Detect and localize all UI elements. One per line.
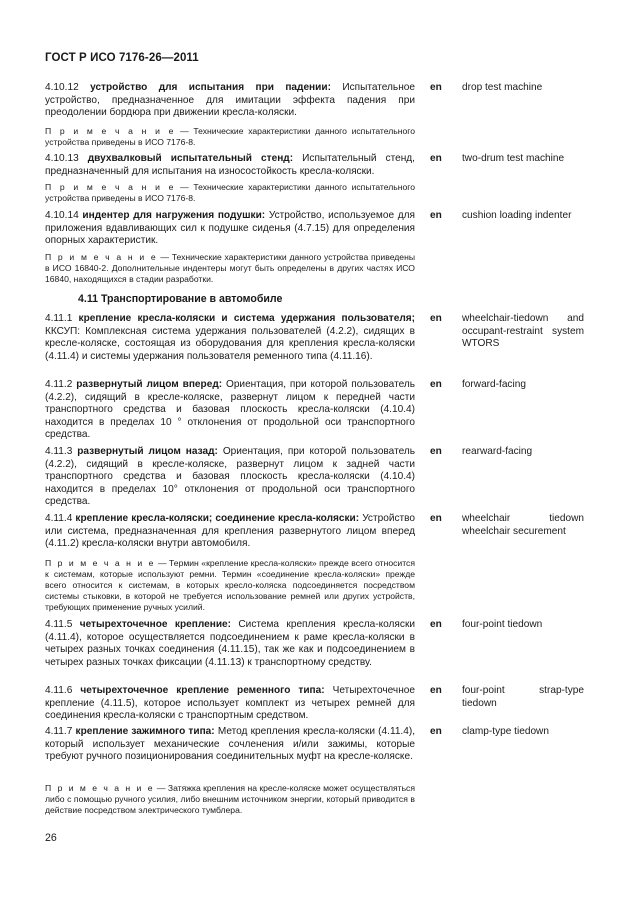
term-number: 4.10.12 xyxy=(45,82,79,93)
english-equivalent: wheelchair-tiedown and occupant-restraint system WTORS xyxy=(462,313,584,350)
definition-text: ККСУП: Комплексная система удержания пользователей (4.2.2), сидящих в кресле-коляске, состоящая из оборудования для крепления кресла-коляски (4.11.4) и системы удержания пользователя ременного типа (4.11.16). xyxy=(45,325,415,362)
term-definition xyxy=(45,313,415,363)
note xyxy=(45,558,415,613)
term-definition xyxy=(45,379,415,442)
term-name: двухвалковый испытательный стенд: xyxy=(87,153,294,164)
term-number: 4.11.7 xyxy=(45,726,73,737)
language-code: en xyxy=(430,210,442,221)
note-text: — Технические характеристики данного испытательного устройства приведены в ИСО 7176-8. xyxy=(45,126,416,147)
english-equivalent: wheelchair tiedown wheelchair securement xyxy=(462,513,584,537)
english-equivalent: forward-facing xyxy=(462,379,526,390)
definition-text: Ориентация, при которой пользователь (4.2.2), сидящий в кресле-коляске, развернут лицом к задней части транспортного средства и базовая плоскость кресла-коляски (4.10.4) находится в пределах 10° отклонения от продольной оси транспортного средства. xyxy=(45,446,416,508)
term-name: крепление кресла-коляски; соединение кресла-коляски: xyxy=(75,513,360,524)
term-number: 4.10.13 xyxy=(45,153,79,164)
term-definition xyxy=(45,446,415,509)
note xyxy=(45,252,415,285)
language-code: en xyxy=(430,685,442,696)
definition-text: Метод крепления кресла-коляски (4.11.4), который использует механические сочленения и/или зажимы, которые требуют ручного позиционирования соединительных муфт на кресле-коляске. xyxy=(45,726,416,763)
term-number: 4.11.1 xyxy=(45,313,73,324)
term-name: четырехточечное крепление: xyxy=(79,619,232,630)
language-code: en xyxy=(430,726,442,737)
term-name: развернутый лицом вперед: xyxy=(76,379,223,390)
document-header: ГОСТ Р ИСО 7176-26—2011 xyxy=(45,52,199,64)
term-definition xyxy=(45,513,415,551)
language-code: en xyxy=(430,513,442,524)
language-code: en xyxy=(430,313,442,324)
term-number: 4.11.6 xyxy=(45,685,73,696)
definition-text: Устройство или система, предназначенная для крепления развернутого лицом вперед (4.11.2) кресла-коляски внутри автомобиля. xyxy=(45,513,415,550)
note xyxy=(45,783,415,816)
term-name: четырехточечное крепление ременного типа: xyxy=(80,685,325,696)
english-equivalent: clamp-type tiedown xyxy=(462,726,549,737)
language-code: en xyxy=(430,153,442,164)
note-text: — Технические характеристики данного испытательного устройства приведены в ИСО 7176-8. xyxy=(45,182,416,203)
definition-text: Ориентация, при которой пользователь (4.2.2), сидящий в кресле-коляске, развернут лицом к передней части транспортного средства и базовая плоскость кресла-коляски (4.10.4) находится в пределах 10 ° отклонения от продольной оси транспортного средства. xyxy=(45,379,415,441)
definition-text: Система крепления кресла-коляски (4.11.4), которое осуществляется подсоединением к раме кресла-коляски в четырех разных точках соединения (4.11.15), так же как и подсоединением в четырех разных точках фиксации (4.11.13) к транспортному средству. xyxy=(45,619,415,668)
note xyxy=(45,182,415,204)
english-equivalent: cushion loading indenter xyxy=(462,210,572,221)
definition-text: Испытательный стенд, предназначенный для испытания на износостойкость кресла-коляски. xyxy=(45,153,415,177)
note-label: П р и м е ч а н и е xyxy=(45,252,158,262)
page-number: 26 xyxy=(45,832,57,844)
term-number: 4.11.5 xyxy=(45,619,73,630)
term-definition xyxy=(45,82,415,120)
term-definition xyxy=(45,726,415,764)
term-name: развернутый лицом назад: xyxy=(77,446,218,457)
term-number: 4.11.2 xyxy=(45,379,73,390)
language-code: en xyxy=(430,82,442,93)
note xyxy=(45,126,415,148)
note-text: — Термин «крепление кресла-коляски» прежде всего относится к системам, которые используют ремни. Термин «соединение кресла-коляски» прежде всего относится к системам, в которых кресло-коляска подсоединяется посредством системы стыковки, в которой не требуется использование ремней или других устройств, требующих применение ручных усилий. xyxy=(45,558,416,612)
term-number: 4.10.14 xyxy=(45,210,79,221)
term-definition xyxy=(45,685,415,723)
section-heading: 4.11 Транспортирование в автомобиле xyxy=(78,293,283,305)
definition-text: Устройство, используемое для приложения вдавливающих сил к подушке сиденья (4.7.15) для определения опорных характеристик. xyxy=(45,210,415,247)
definition-text: Испытательное устройство, предназначенное для имитации эффекта падения при преодолении бордюра при движении кресла-коляски. xyxy=(45,82,415,119)
term-name: устройство для испытания при падении: xyxy=(90,82,331,93)
term-name: крепление кресла-коляски и система удержания пользователя; xyxy=(78,313,416,324)
english-equivalent: drop test machine xyxy=(462,82,543,93)
note-text: — Затяжка крепления на кресле-коляске может осуществляться либо с помощью ручного усилия, либо внешним источником энергии, который приводится в действие посредством электрического тумблера. xyxy=(45,783,416,815)
language-code: en xyxy=(430,446,442,457)
definition-text: Четырехточечное крепление (4.11.5), которое использует комплект из четырех ремней для соединения кресла-коляски с транспортным средством. xyxy=(45,685,415,722)
term-definition xyxy=(45,619,415,669)
language-code: en xyxy=(430,379,442,390)
english-equivalent: two-drum test machine xyxy=(462,153,565,164)
note-label: П р и м е ч а н и е xyxy=(45,126,176,136)
language-code: en xyxy=(430,619,442,630)
note-label: П р и м е ч а н и е xyxy=(45,558,156,568)
term-definition xyxy=(45,153,415,178)
term-number: 4.11.3 xyxy=(45,446,73,457)
term-name: индентер для нагружения подушки: xyxy=(82,210,266,221)
term-name: крепление зажимного типа: xyxy=(75,726,215,737)
english-equivalent: four-point tiedown xyxy=(462,619,543,630)
note-label: П р и м е ч а н и е xyxy=(45,783,155,793)
english-equivalent: rearward-facing xyxy=(462,446,533,457)
note-text: — Технические характеристики данного устройства приведены в ИСО 16840-2. Дополнительные индентеры могут быть определены в других частях ИСО 16840, находящихся в стадии разработки. xyxy=(45,252,416,284)
term-number: 4.11.4 xyxy=(45,513,73,524)
term-definition xyxy=(45,210,415,248)
english-equivalent: four-point strap-type tiedown xyxy=(462,685,584,709)
note-label: П р и м е ч а н и е xyxy=(45,182,176,192)
